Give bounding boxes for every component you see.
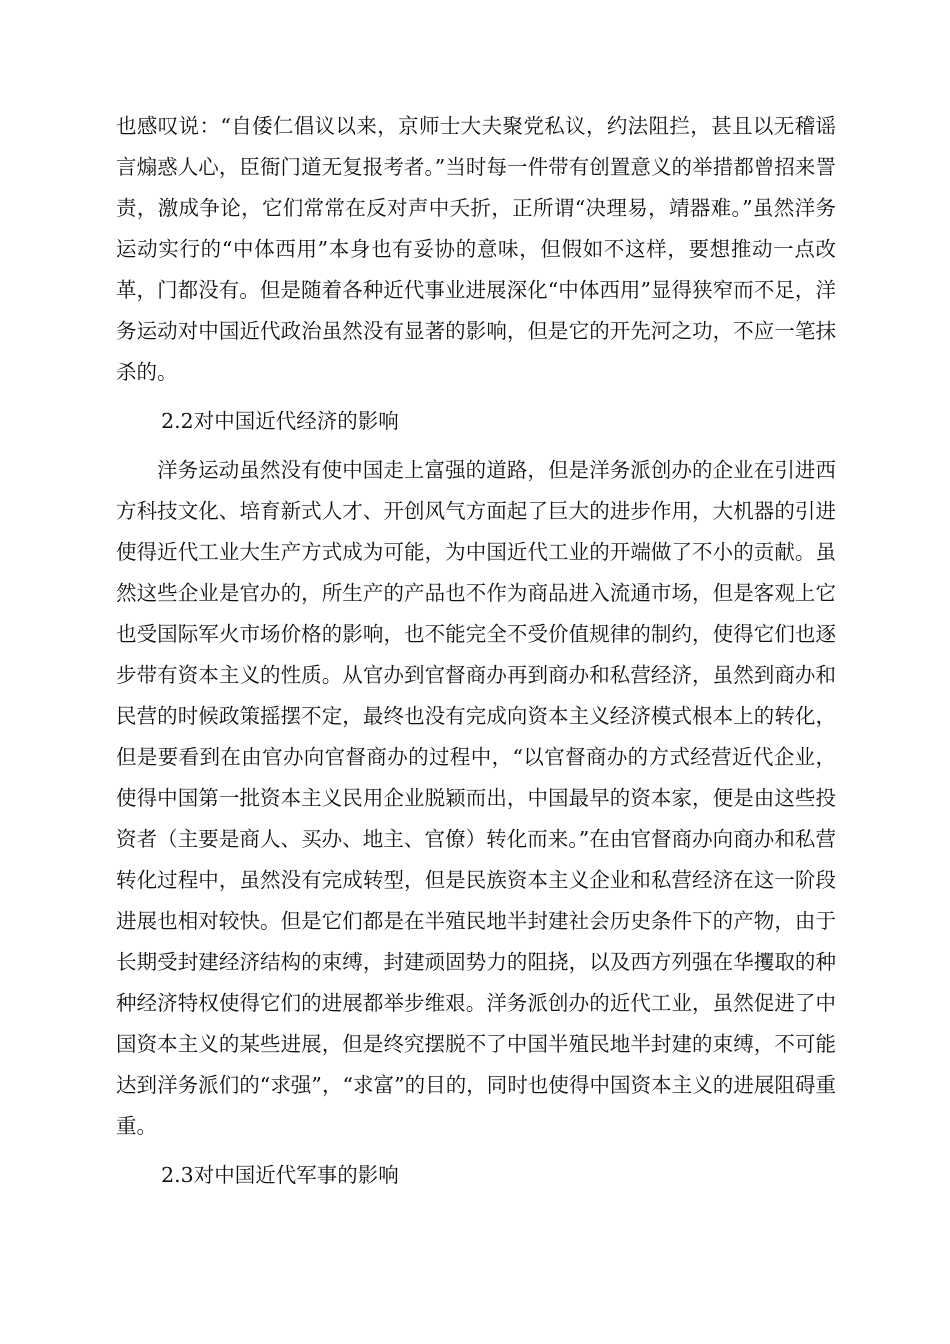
section-heading-2-2: 2.2对中国近代经济的影响 [161,409,399,433]
body-paragraph: 洋务运动虽然没有使中国走上富强的道路，但是洋务派创办的企业在引进西方科技文化、培育新式人才、开创风气方面起了巨大的进步作用，大机器的引进使得近代工业大生产方式成为可能，为中国近代工业的开端做了不小的贡献。虽然这些企业是官办的，所生产的产品也不作为商品进入流通市场，但是客观上它也受国际军火市场价格的影响，也不能完全不受价值规律的制约，使得它们也逐步带有资本主义的性质。从官办到官督商办再到商办和私营经济，虽然到商办和民营的时候政策摇摆不定，最终也没有完成向资本主义经济模式根本上的转化，但是要看到在由官办向官督商办的过程中，“以官督商办的方式经营近代企业，使得中国第一批资本主义民用企业脱颖而出，中国最早的资本家，便是由这些投资者（主要是商人、买办、地主、官僚）转化而来。”在由官督商办向商办和私营转化过程中，虽然没有完成转型，但是民族资本主义企业和私营经济在这一阶段进展也相对较快。但是它们都是在半殖民地半封建社会历史条件下的产物，由于长期受封建经济结构的束缚，封建顽固势力的阻挠，以及西方列强在华攫取的种种经济特权使得它们的进展都举步维艰。洋务派创办的近代工业，虽然促进了中国资本主义的某些进展，但是终究摆脱不了中国半殖民地半封建的束缚，不可能达到洋务派们的“求强”，“求富”的目的，同时也使得中国资本主义的进展阻碍重重。 [116,458,836,1138]
body-paragraph: 也感叹说：“自倭仁倡议以来，京师士大夫聚党私议，约法阻拦，甚且以无稽谣言煽惑人心，臣衙门道无复报考者。”当时每一件带有创置意义的举措都曾招来詈责，激成争论，它们常常在反对声中夭折，正所谓“决理易，靖器难。”虽然洋务运动实行的“中体西用”本身也有妥协的意味，但假如不这样，要想推动一点改革，门都没有。但是随着各种近代事业进展深化“中体西用”显得狭窄而不足，洋务运动对中国近代政治虽然没有显著的影响，但是它的开先河之功，不应一笔抹杀的。 [116,114,836,384]
document-page [116,106,836,1204]
section-heading-2-3: 2.3对中国近代军事的影响 [161,1163,399,1187]
